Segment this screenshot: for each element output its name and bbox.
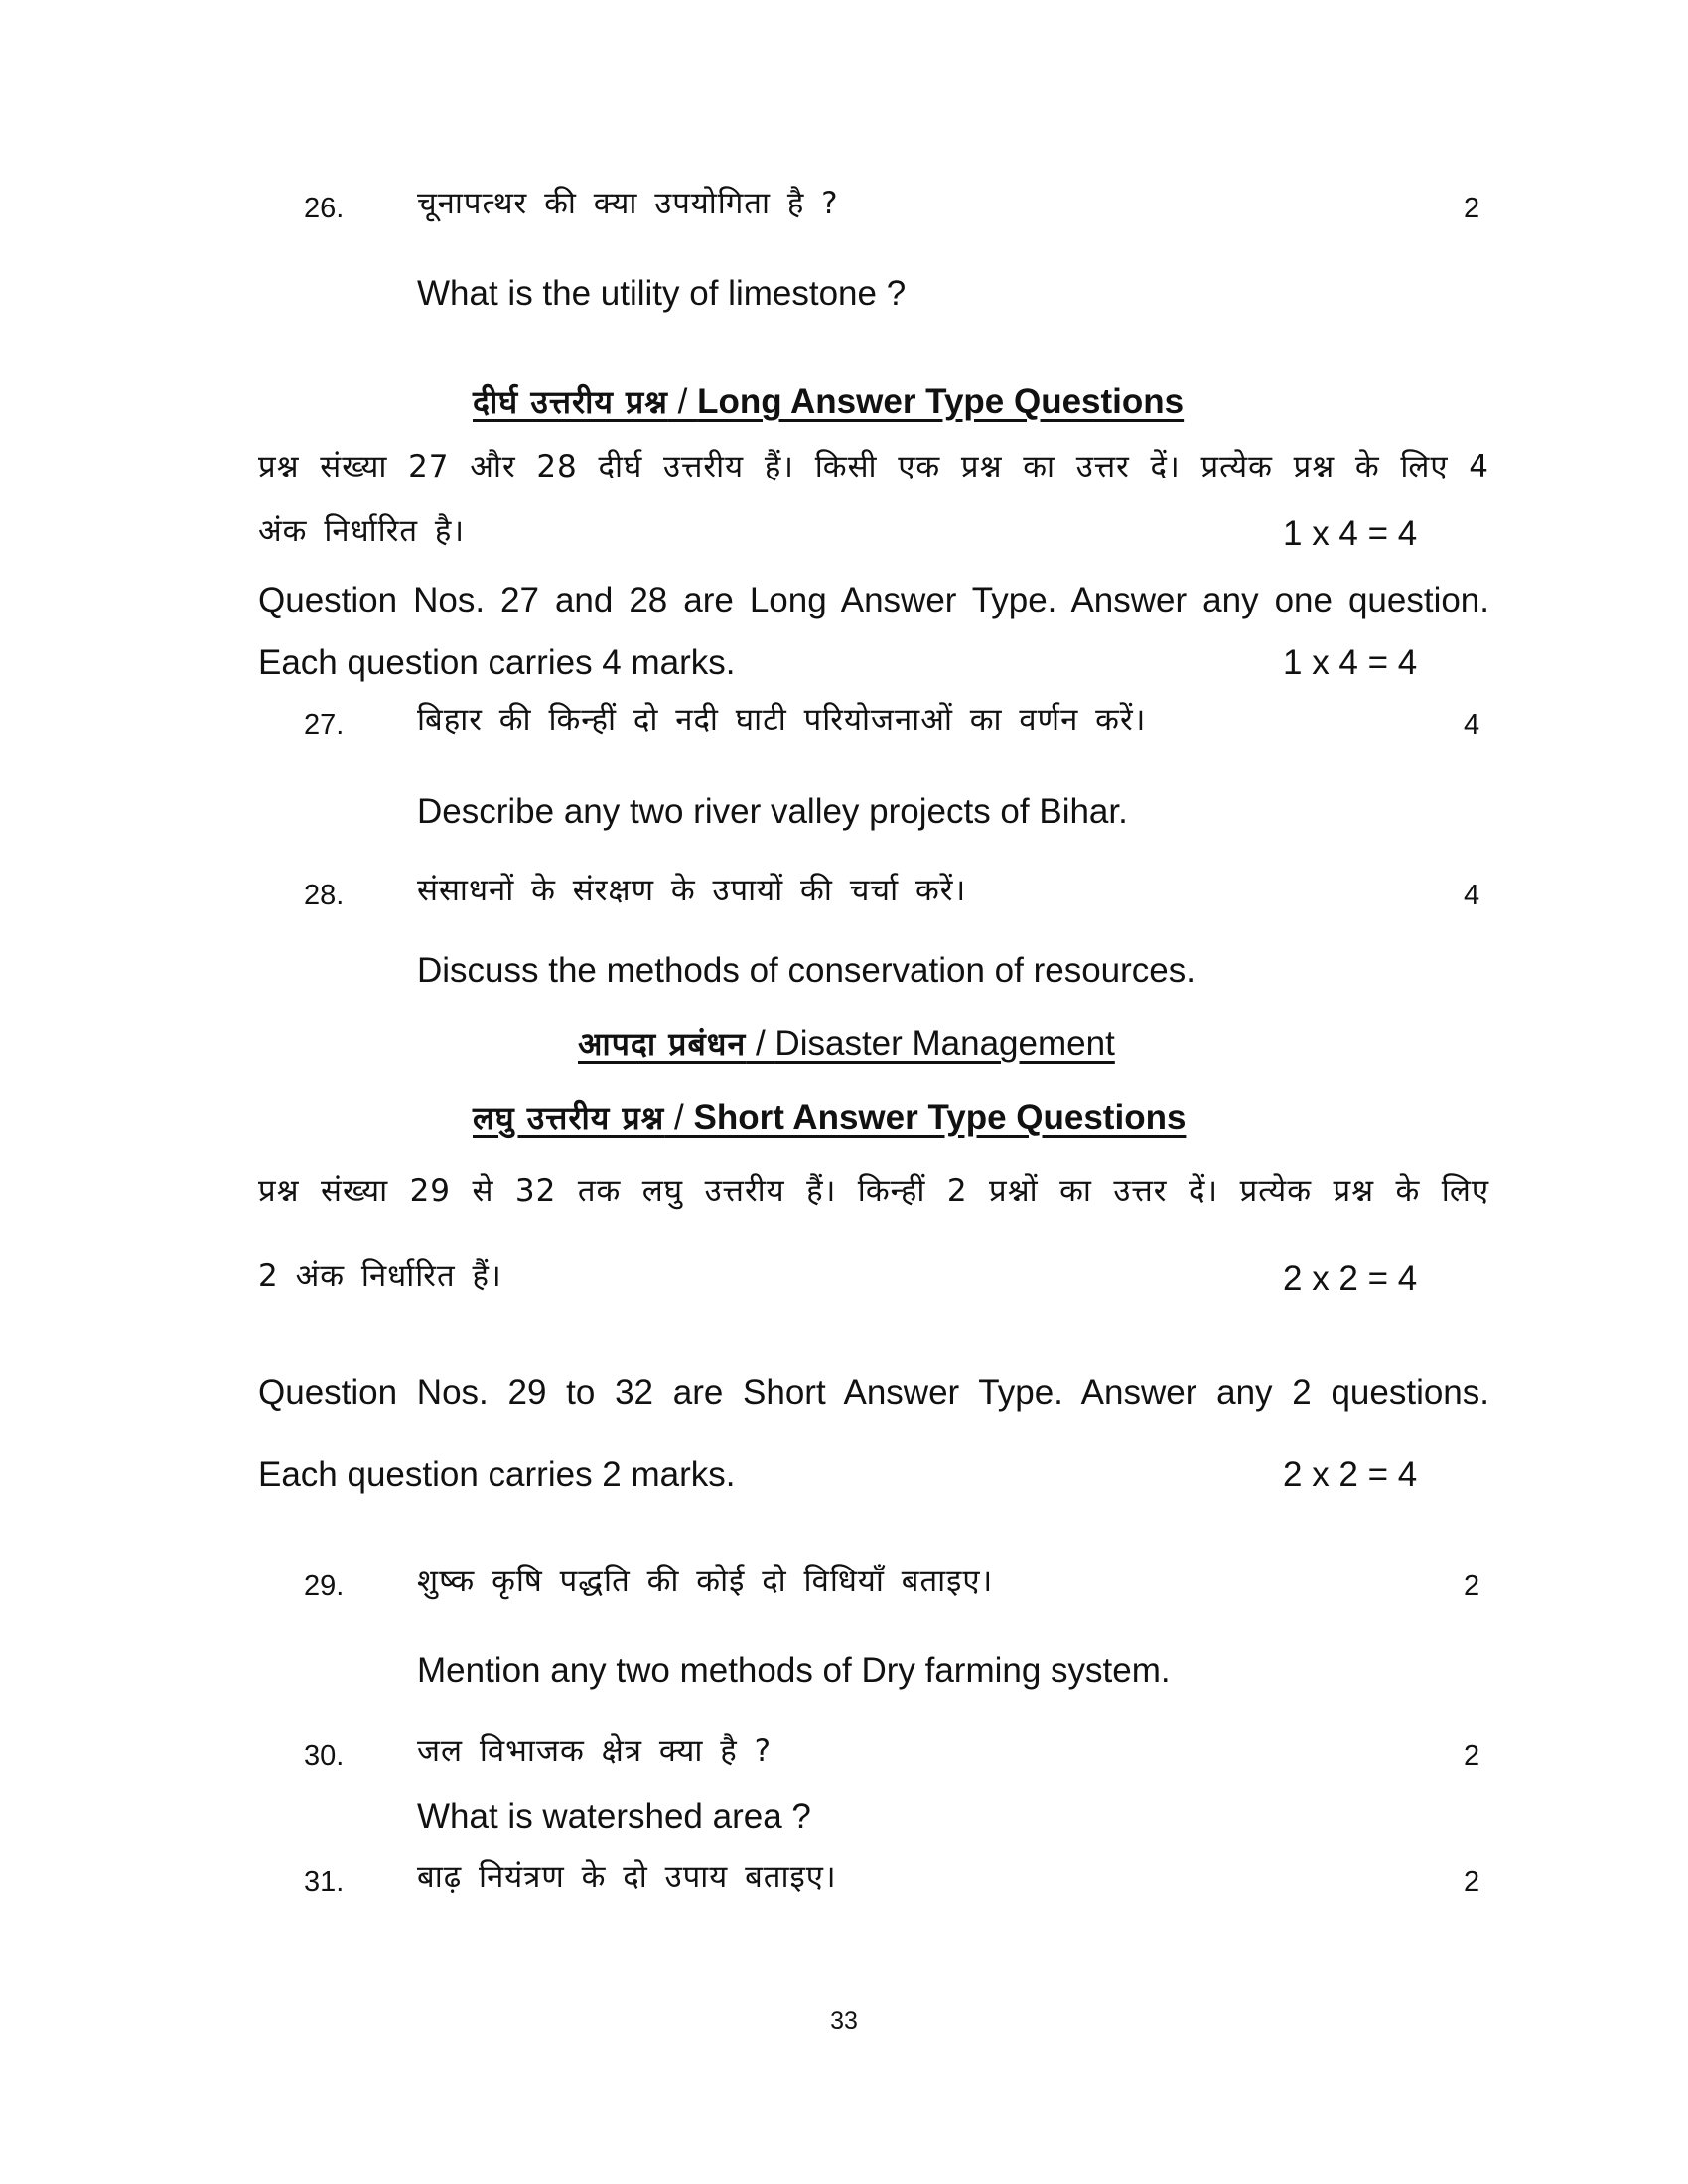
question-30-hindi: जल विभाजक क्षेत्र क्या है ? — [417, 1733, 773, 1769]
short-instructions-english-line2: Each question carries 2 marks. — [258, 1455, 736, 1494]
short-answer-heading: लघु उत्तरीय प्रश्न / Short Answer Type Questions — [473, 1098, 1187, 1137]
short-instructions-hindi-line1: प्रश्न संख्या 29 से 32 तक लघु उत्तरीय हैं। किन्हीं 2 प्रश्नों का उत्तर दें। प्रत्येक प्रश्न के लिए — [258, 1173, 1489, 1209]
question-26-hindi: चूनापत्थर की क्या उपयोगिता है ? — [417, 186, 839, 221]
long-instructions-hindi-line2: अंक निर्धारित है। — [258, 513, 466, 549]
long-answer-heading: दीर्घ उत्तरीय प्रश्न / Long Answer Type Questions — [473, 382, 1185, 421]
question-29-marks: 2 — [1464, 1570, 1480, 1602]
question-28-hindi: संसाधनों के संरक्षण के उपायों की चर्चा करें। — [417, 873, 967, 908]
question-26-english: What is the utility of limestone ? — [417, 274, 907, 313]
question-31-marks: 2 — [1464, 1866, 1480, 1898]
question-30-english: What is watershed area ? — [417, 1797, 811, 1836]
question-27-hindi: बिहार की किन्हीं दो नदी घाटी परियोजनाओं का वर्णन करें। — [417, 702, 1147, 738]
short-instructions-hindi-line2: 2 अंक निर्धारित हैं। — [258, 1258, 502, 1294]
question-26-marks: 2 — [1464, 193, 1480, 224]
long-instructions-english-line1: Question Nos. 27 and 28 are Long Answer Type. Answer any one question. — [258, 581, 1489, 619]
question-31-number: 31. — [304, 1866, 345, 1898]
short-instructions-english-line1: Question Nos. 29 to 32 are Short Answer Type. Answer any 2 questions. — [258, 1373, 1489, 1412]
question-27-marks: 4 — [1464, 709, 1480, 741]
short-instructions-hindi-marks: 2 x 2 = 4 — [1283, 1259, 1418, 1297]
question-27-english: Describe any two river valley projects of Bihar. — [417, 792, 1128, 831]
question-29-hindi: शुष्क कृषि पद्धति की कोई दो विधियाँ बताइए। — [417, 1564, 994, 1599]
question-28-english: Discuss the methods of conservation of resources. — [417, 951, 1196, 990]
question-28-number: 28. — [304, 880, 345, 911]
question-26-number: 26. — [304, 193, 345, 224]
long-instructions-hindi-marks: 1 x 4 = 4 — [1283, 514, 1418, 553]
question-30-number: 30. — [304, 1740, 345, 1772]
long-instructions-english-marks: 1 x 4 = 4 — [1283, 643, 1418, 682]
long-instructions-english-line2: Each question carries 4 marks. — [258, 643, 736, 682]
question-29-number: 29. — [304, 1570, 345, 1602]
question-29-english: Mention any two methods of Dry farming system. — [417, 1651, 1171, 1690]
question-31-hindi: बाढ़ नियंत्रण के दो उपाय बताइए। — [417, 1859, 837, 1895]
question-28-marks: 4 — [1464, 880, 1480, 911]
short-instructions-english-marks: 2 x 2 = 4 — [1283, 1455, 1418, 1494]
disaster-management-heading: आपदा प्रबंधन / Disaster Management — [578, 1024, 1115, 1063]
page-number: 33 — [830, 2007, 858, 2035]
question-30-marks: 2 — [1464, 1740, 1480, 1772]
long-instructions-hindi-line1: प्रश्न संख्या 27 और 28 दीर्घ उत्तरीय हैं। किसी एक प्रश्न का उत्तर दें। प्रत्येक प्रश्न के लिए 4 — [258, 449, 1489, 484]
question-27-number: 27. — [304, 709, 345, 741]
